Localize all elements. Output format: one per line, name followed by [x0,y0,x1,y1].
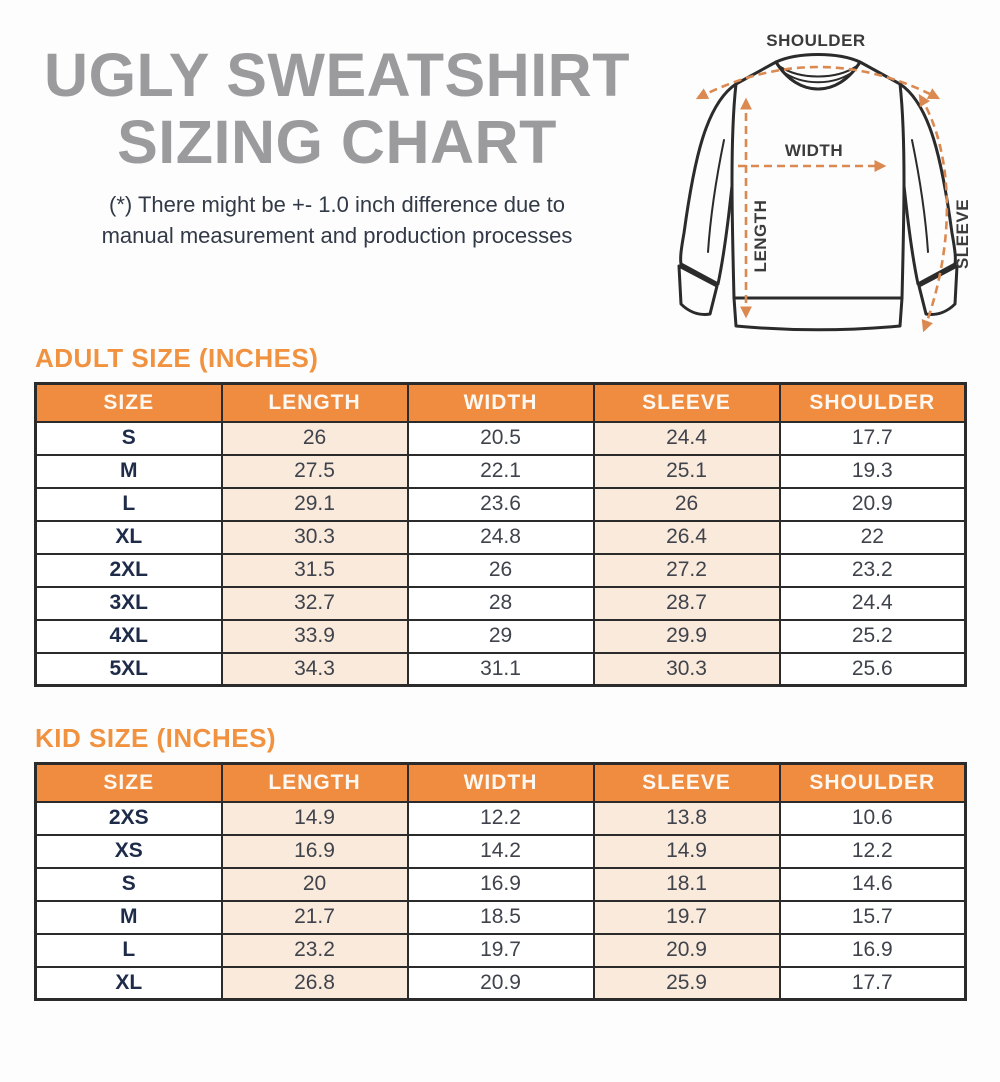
value-cell: 19.3 [780,455,966,488]
value-cell: 24.8 [408,521,594,554]
value-cell: 12.2 [408,802,594,835]
column-header-width: WIDTH [408,764,594,802]
size-cell: 2XL [36,554,222,587]
value-cell: 28.7 [594,587,780,620]
value-cell: 18.1 [594,868,780,901]
value-cell: 26 [408,554,594,587]
hem-band [734,298,902,330]
table-row [36,620,966,653]
value-cell: 24.4 [594,422,780,455]
value-cell: 27.5 [222,455,408,488]
size-cell: 5XL [36,653,222,686]
table-row [36,422,966,455]
value-cell: 23.6 [408,488,594,521]
size-cell: S [36,868,222,901]
table-row [36,901,966,934]
table-row [36,455,966,488]
value-cell: 10.6 [780,802,966,835]
value-cell: 34.3 [222,653,408,686]
value-cell: 19.7 [408,934,594,967]
sweatshirt-diagram [648,8,1000,348]
table-row [36,521,966,554]
value-cell: 12.2 [780,835,966,868]
value-cell: 26.4 [594,521,780,554]
value-cell: 26.8 [222,967,408,1000]
sleeve-label: SLEEVE [953,198,972,270]
adult-size-table [34,382,967,687]
value-cell: 29.9 [594,620,780,653]
column-header-sleeve: SLEEVE [594,764,780,802]
length-label: LENGTH [751,199,770,273]
value-cell: 20.9 [594,934,780,967]
table-row [36,967,966,1000]
value-cell: 30.3 [222,521,408,554]
kid-section-heading: KID SIZE (INCHES) [35,723,277,753]
value-cell: 29 [408,620,594,653]
value-cell: 28 [408,587,594,620]
column-header-size: SIZE [36,384,222,422]
table-row [36,653,966,686]
shoulder-label: SHOULDER [766,31,866,50]
value-cell: 14.9 [594,835,780,868]
value-cell: 15.7 [780,901,966,934]
disclaimer-line2: manual measurement and production processes [101,222,573,248]
column-header-length: LENGTH [222,764,408,802]
value-cell: 14.9 [222,802,408,835]
width-label: WIDTH [784,141,844,160]
left-sleeve [681,84,736,284]
value-cell: 31.1 [408,653,594,686]
adult-section-heading: ADULT SIZE (INCHES) [35,343,319,373]
value-cell: 27.2 [594,554,780,587]
value-cell: 31.5 [222,554,408,587]
value-cell: 25.9 [594,967,780,1000]
table-row [36,488,966,521]
value-cell: 20.5 [408,422,594,455]
value-cell: 18.5 [408,901,594,934]
value-cell: 22 [780,521,966,554]
column-header-size: SIZE [36,764,222,802]
value-cell: 32.7 [222,587,408,620]
value-cell: 16.9 [780,934,966,967]
table-row [36,587,966,620]
value-cell: 25.6 [780,653,966,686]
size-cell: L [36,488,222,521]
size-cell: 2XS [36,802,222,835]
column-header-width: WIDTH [408,384,594,422]
size-cell: XL [36,521,222,554]
value-cell: 22.1 [408,455,594,488]
disclaimer-text [12,190,662,252]
value-cell: 24.4 [780,587,966,620]
value-cell: 19.7 [594,901,780,934]
value-cell: 26 [594,488,780,521]
size-cell: XS [36,835,222,868]
size-cell: 4XL [36,620,222,653]
value-cell: 17.7 [780,422,966,455]
value-cell: 20 [222,868,408,901]
value-cell: 14.2 [408,835,594,868]
value-cell: 16.9 [222,835,408,868]
table-row [36,802,966,835]
kid-size-table [34,762,967,1001]
size-cell: M [36,455,222,488]
value-cell: 13.8 [594,802,780,835]
column-header-length: LENGTH [222,384,408,422]
table-row [36,868,966,901]
table-row [36,934,966,967]
value-cell: 23.2 [222,934,408,967]
column-header-shoulder: SHOULDER [780,384,966,422]
value-cell: 20.9 [780,488,966,521]
value-cell: 20.9 [408,967,594,1000]
value-cell: 33.9 [222,620,408,653]
value-cell: 26 [222,422,408,455]
value-cell: 23.2 [780,554,966,587]
value-cell: 30.3 [594,653,780,686]
table-row [36,554,966,587]
size-cell: S [36,422,222,455]
header-row [36,764,966,802]
size-cell: XL [36,967,222,1000]
size-cell: L [36,934,222,967]
column-header-shoulder: SHOULDER [780,764,966,802]
size-cell: M [36,901,222,934]
value-cell: 25.1 [594,455,780,488]
header-row [36,384,966,422]
value-cell: 14.6 [780,868,966,901]
disclaimer-line1: (*) There might be +- 1.0 inch difference due to [109,192,565,218]
value-cell: 21.7 [222,901,408,934]
table-row [36,835,966,868]
column-header-sleeve: SLEEVE [594,384,780,422]
value-cell: 17.7 [780,967,966,1000]
page-title-line1: UGLY SWEATSHIRT [44,41,630,109]
value-cell: 16.9 [408,868,594,901]
size-cell: 3XL [36,587,222,620]
value-cell: 29.1 [222,488,408,521]
value-cell: 25.2 [780,620,966,653]
header [12,42,662,252]
page-title-line2: SIZING CHART [117,108,557,177]
